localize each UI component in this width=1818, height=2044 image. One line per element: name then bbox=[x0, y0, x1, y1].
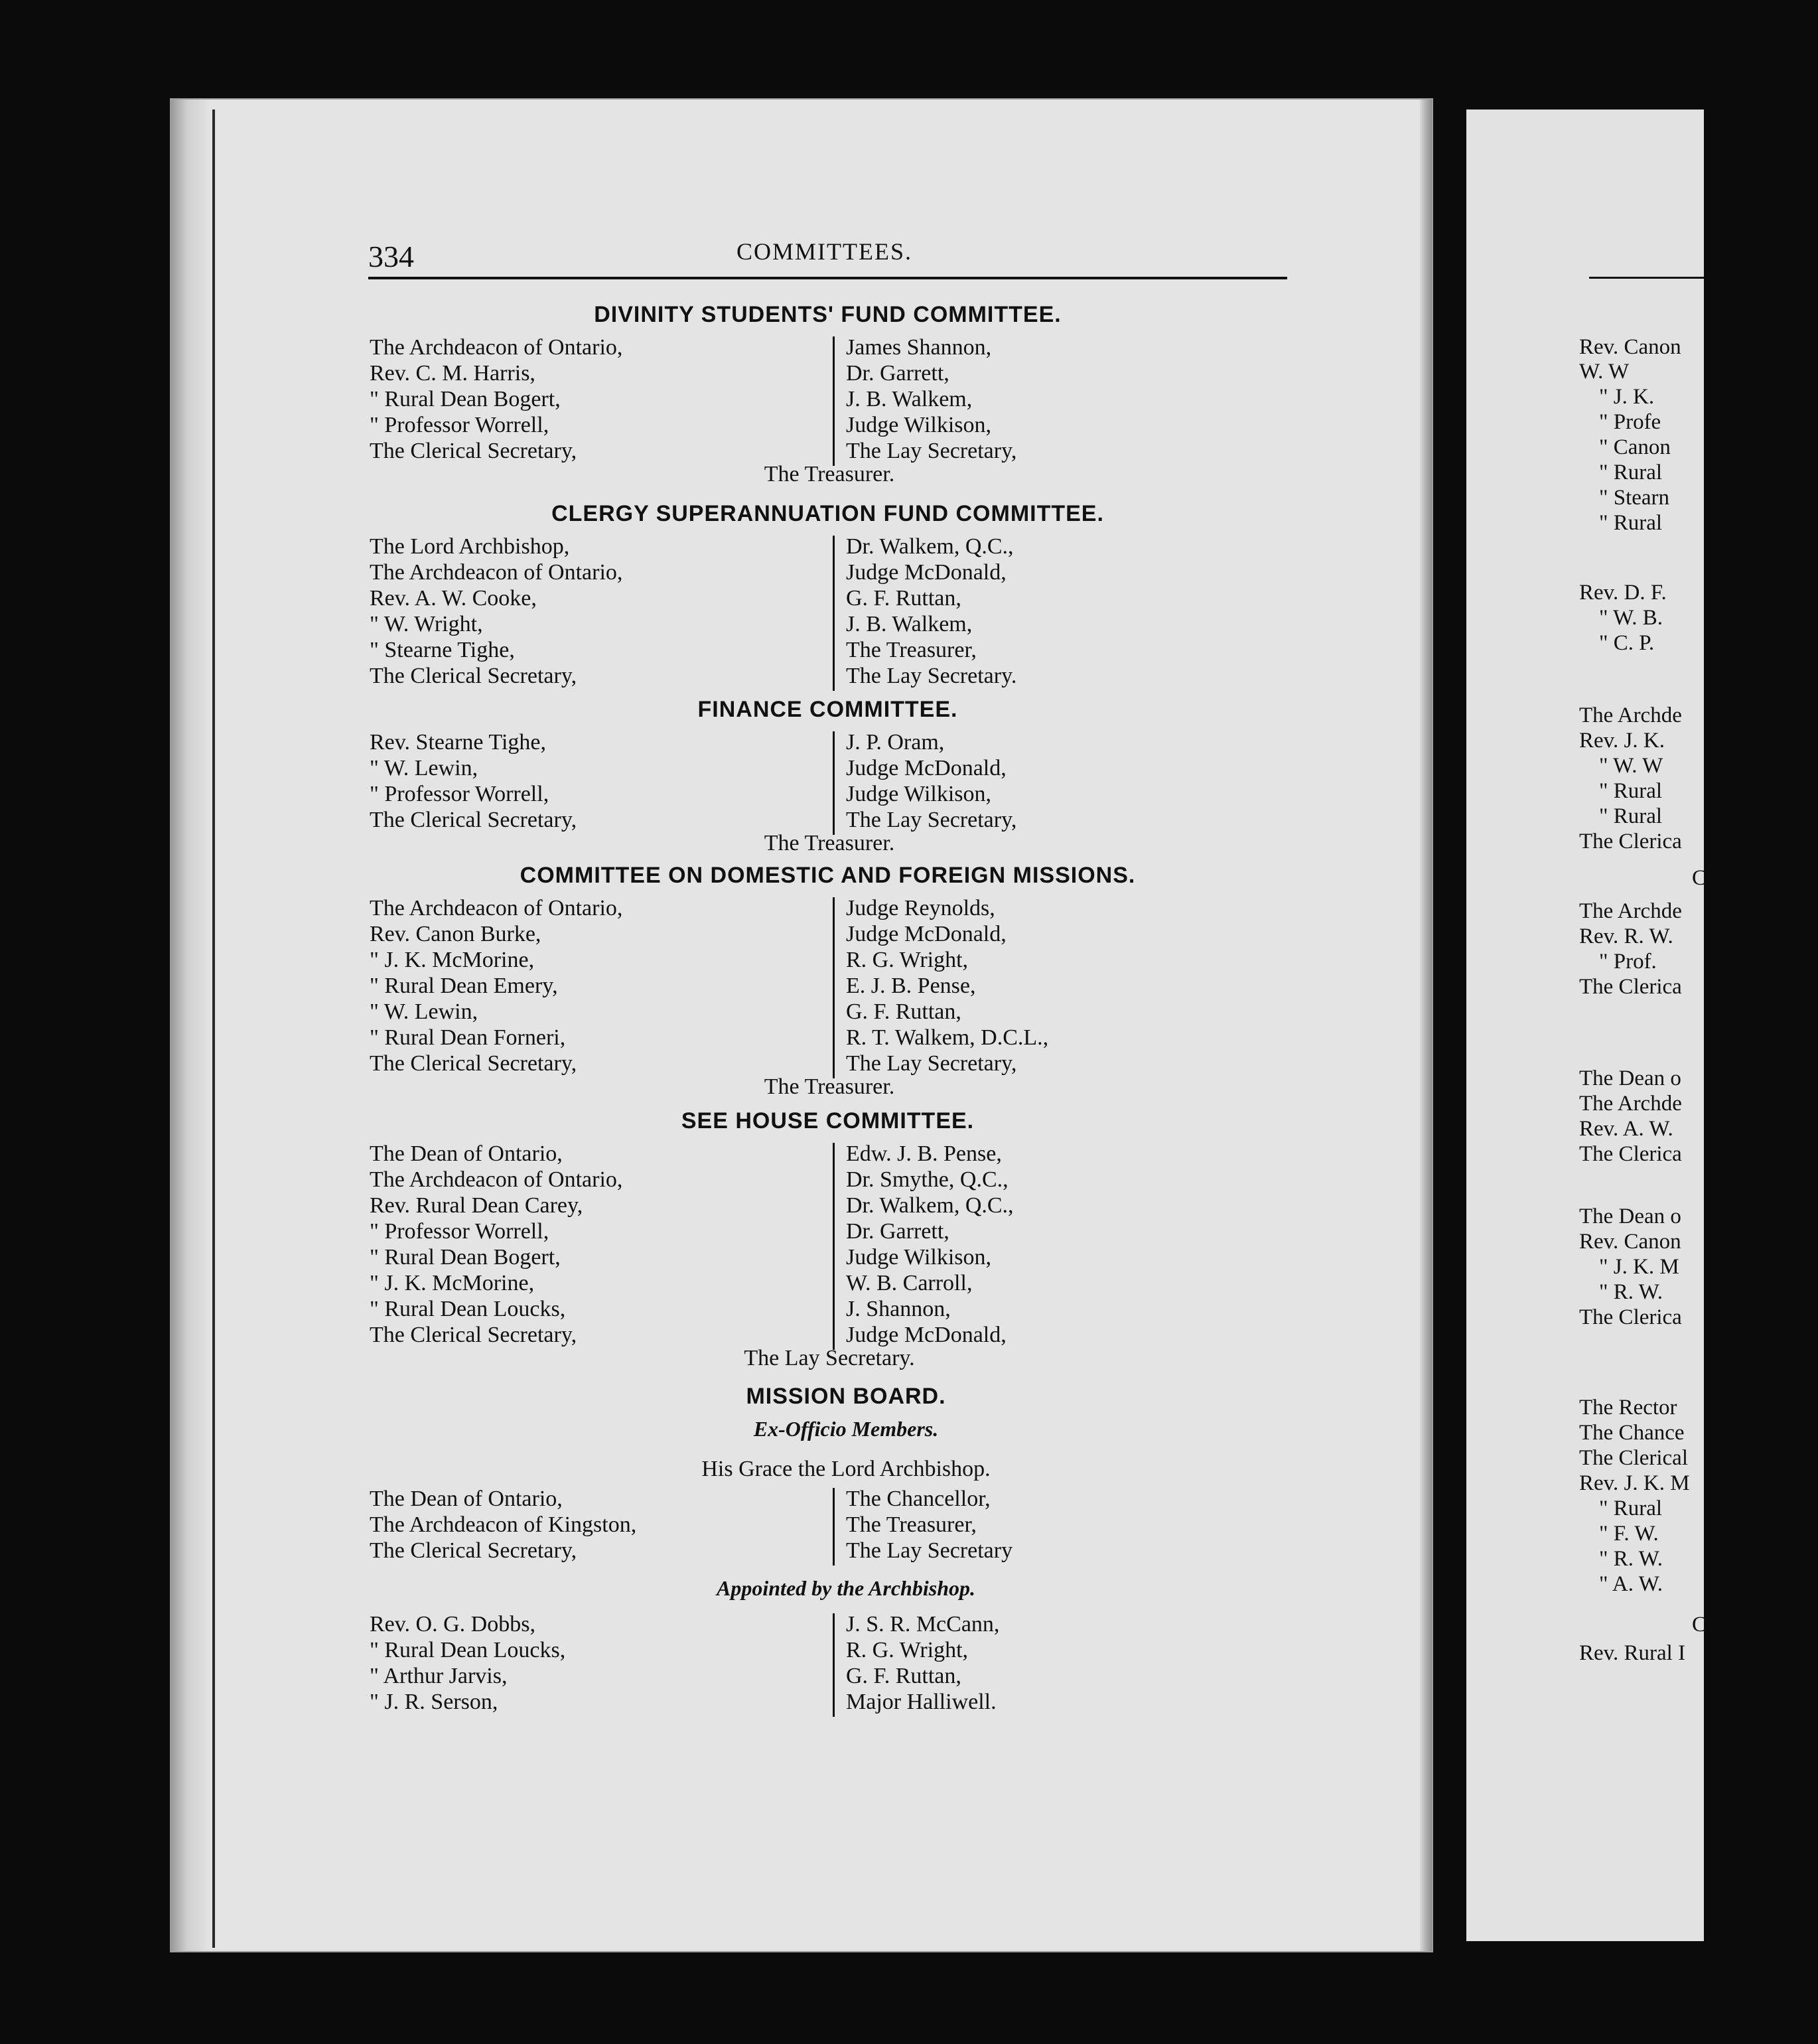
member-name: Dr. Garrett, bbox=[846, 361, 949, 386]
column-divider bbox=[833, 731, 835, 835]
facing-page-line: The Clerica bbox=[1579, 1305, 1682, 1329]
facing-page-line: " Prof. bbox=[1599, 950, 1657, 974]
member-name: The Archdeacon of Ontario, bbox=[370, 335, 623, 360]
column-divider bbox=[833, 897, 835, 1078]
member-name: R. G. Wright, bbox=[846, 1638, 969, 1662]
facing-page-line: Rev. J. K. bbox=[1579, 729, 1665, 753]
facing-page-line: " R. W. bbox=[1599, 1280, 1663, 1304]
facing-page-line: " Rural bbox=[1599, 461, 1663, 484]
facing-page-line: The Clerica bbox=[1579, 1142, 1682, 1166]
facing-page-line: W. W bbox=[1579, 360, 1630, 384]
member-name: The Lord Archbishop, bbox=[370, 534, 570, 559]
member-name: R. T. Walkem, D.C.L., bbox=[846, 1025, 1049, 1050]
committee-heading: CLERGY SUPERANNUATION FUND COMMITTEE. bbox=[551, 501, 1104, 526]
member-name: " Rural Dean Bogert, bbox=[370, 1245, 561, 1270]
committee-heading: COMMITTEE ON DOMESTIC AND FOREIGN MISSIONS. bbox=[520, 863, 1136, 888]
member-name: " W. Lewin, bbox=[370, 999, 478, 1024]
member-name: " W. Wright, bbox=[370, 612, 483, 636]
member-name: The Lay Secretary bbox=[846, 1538, 1013, 1563]
facing-page-line: " J. K. M bbox=[1599, 1255, 1679, 1279]
member-name: The Archdeacon of Ontario, bbox=[370, 560, 623, 585]
facing-page-line: " C. P. bbox=[1599, 631, 1655, 655]
facing-page-line: " W. W bbox=[1599, 754, 1663, 778]
member-name: G. F. Ruttan, bbox=[846, 999, 961, 1024]
facing-page-line: The Clerica bbox=[1579, 975, 1682, 999]
member-name: Rev. Canon Burke, bbox=[370, 922, 541, 946]
member-name: Judge Wilkison, bbox=[846, 413, 992, 437]
member-name: The Dean of Ontario, bbox=[370, 1487, 563, 1511]
member-name: G. F. Ruttan, bbox=[846, 1664, 961, 1688]
committee-heading: FINANCE COMMITTEE. bbox=[697, 697, 958, 722]
facing-page bbox=[1466, 110, 1704, 1941]
member-name: The Clerical Secretary, bbox=[370, 1538, 577, 1563]
member-name: R. G. Wright, bbox=[846, 948, 969, 972]
member-name: " Rural Dean Loucks, bbox=[370, 1297, 566, 1321]
member-name: E. J. B. Pense, bbox=[846, 974, 976, 998]
facing-page-line: " A. W. bbox=[1599, 1572, 1663, 1596]
member-name: J. B. Walkem, bbox=[846, 387, 973, 411]
binding-line bbox=[212, 110, 215, 1948]
committee-footer: The Treasurer. bbox=[764, 831, 895, 855]
facing-page-line: The Chance bbox=[1579, 1421, 1685, 1445]
member-name: " Rural Dean Forneri, bbox=[370, 1025, 566, 1050]
member-name: The Clerical Secretary, bbox=[370, 808, 577, 832]
facing-page-line: Rev. Canon bbox=[1579, 1230, 1681, 1254]
member-name: Edw. J. B. Pense, bbox=[846, 1141, 1002, 1166]
running-head: COMMITTEES. bbox=[736, 238, 912, 265]
header-rule bbox=[368, 277, 1287, 279]
member-name: The Dean of Ontario, bbox=[370, 1141, 563, 1166]
column-divider bbox=[833, 536, 835, 691]
member-name: " Professor Worrell, bbox=[370, 1219, 549, 1244]
column-divider bbox=[833, 1488, 835, 1566]
facing-page-line: Rev. Rural I bbox=[1579, 1641, 1686, 1665]
committee-footer: The Lay Secretary. bbox=[744, 1346, 915, 1370]
committee-heading: SEE HOUSE COMMITTEE. bbox=[681, 1108, 975, 1133]
facing-page-line: C bbox=[1692, 866, 1707, 890]
member-name: Dr. Walkem, Q.C., bbox=[846, 534, 1014, 559]
member-name: The Treasurer, bbox=[846, 1512, 977, 1537]
member-name: The Archdeacon of Kingston, bbox=[370, 1512, 637, 1537]
facing-page-line: Rev. R. W. bbox=[1579, 924, 1673, 948]
member-name: Rev. C. M. Harris, bbox=[370, 361, 535, 386]
member-name: " J. K. McMorine, bbox=[370, 948, 535, 972]
facing-page-line: Rev. J. K. M bbox=[1579, 1471, 1690, 1495]
page-gutter bbox=[1420, 100, 1432, 1951]
facing-page-line: The Clerica bbox=[1579, 830, 1682, 853]
facing-page-line: " Rural bbox=[1599, 511, 1663, 535]
member-name: Dr. Garrett, bbox=[846, 1219, 949, 1244]
member-name: Dr. Smythe, Q.C., bbox=[846, 1167, 1009, 1192]
member-name: The Chancellor, bbox=[846, 1487, 991, 1511]
member-name: " Rural Dean Loucks, bbox=[370, 1638, 566, 1662]
member-name: The Archdeacon of Ontario, bbox=[370, 1167, 623, 1192]
facing-page-line: " Rural bbox=[1599, 1497, 1663, 1520]
member-name: " Stearne Tighe, bbox=[370, 638, 515, 662]
member-name: The Clerical Secretary, bbox=[370, 1051, 577, 1076]
member-name: The Lay Secretary. bbox=[846, 664, 1017, 688]
page-edge-shadow bbox=[171, 100, 211, 1951]
facing-page-rule bbox=[1589, 277, 1704, 279]
column-divider bbox=[833, 1143, 835, 1350]
mission-board-heading: MISSION BOARD. bbox=[746, 1384, 946, 1409]
member-name: " J. K. McMorine, bbox=[370, 1271, 535, 1295]
member-name: " Professor Worrell, bbox=[370, 413, 549, 437]
member-name: Rev. Stearne Tighe, bbox=[370, 730, 547, 755]
member-name: Judge McDonald, bbox=[846, 1323, 1007, 1347]
page-number: 334 bbox=[368, 240, 414, 273]
member-name: Judge McDonald, bbox=[846, 756, 1007, 780]
member-name: The Lay Secretary, bbox=[846, 808, 1017, 832]
facing-page-line: The Archde bbox=[1579, 703, 1682, 727]
member-name: J. P. Oram, bbox=[846, 730, 945, 755]
member-name: Rev. Rural Dean Carey, bbox=[370, 1193, 583, 1218]
facing-page-line: The Clerical bbox=[1579, 1446, 1689, 1470]
facing-page-line: " J. K. bbox=[1599, 385, 1655, 409]
facing-page-line: Rev. A. W. bbox=[1579, 1117, 1673, 1141]
member-name: Dr. Walkem, Q.C., bbox=[846, 1193, 1014, 1218]
member-name: " W. Lewin, bbox=[370, 756, 478, 780]
facing-page-line: The Archde bbox=[1579, 899, 1682, 923]
member-name: " Professor Worrell, bbox=[370, 782, 549, 806]
column-divider bbox=[833, 336, 835, 466]
facing-page-line: " Canon bbox=[1599, 435, 1671, 459]
member-name: The Lay Secretary, bbox=[846, 439, 1017, 463]
facing-page-line: " Profe bbox=[1599, 410, 1661, 434]
facing-page-line: The Archde bbox=[1579, 1092, 1682, 1116]
ex-officio-head: His Grace the Lord Archbishop. bbox=[701, 1457, 991, 1481]
facing-page-line: " Rural bbox=[1599, 804, 1663, 828]
member-name: Judge Wilkison, bbox=[846, 1245, 992, 1270]
facing-page-line: The Dean o bbox=[1579, 1204, 1681, 1228]
member-name: James Shannon, bbox=[846, 335, 992, 360]
committee-footer: The Treasurer. bbox=[764, 1074, 895, 1099]
member-name: " Rural Dean Emery, bbox=[370, 974, 558, 998]
member-name: Judge McDonald, bbox=[846, 560, 1007, 585]
facing-page-line: The Rector bbox=[1579, 1396, 1677, 1420]
appointed-label: Appointed by the Archbishop. bbox=[717, 1576, 975, 1600]
member-name: " J. R. Serson, bbox=[370, 1690, 498, 1714]
facing-page-line: Rev. D. F. bbox=[1579, 581, 1667, 605]
member-name: " Rural Dean Bogert, bbox=[370, 387, 561, 411]
member-name: The Lay Secretary, bbox=[846, 1051, 1017, 1076]
member-name: " Arthur Jarvis, bbox=[370, 1664, 508, 1688]
member-name: Judge Reynolds, bbox=[846, 896, 995, 920]
facing-page-line: " R. W. bbox=[1599, 1547, 1663, 1571]
member-name: The Treasurer, bbox=[846, 638, 977, 662]
facing-page-line: " Rural bbox=[1599, 779, 1663, 803]
member-name: W. B. Carroll, bbox=[846, 1271, 973, 1295]
member-name: J. S. R. McCann, bbox=[846, 1612, 1000, 1637]
facing-page-line: Rev. Canon bbox=[1579, 335, 1681, 359]
facing-page-line: " W. B. bbox=[1599, 606, 1663, 630]
member-name: G. F. Ruttan, bbox=[846, 586, 961, 611]
facing-page-line: " F. W. bbox=[1599, 1522, 1659, 1546]
member-name: The Clerical Secretary, bbox=[370, 664, 577, 688]
committee-heading: DIVINITY STUDENTS' FUND COMMITTEE. bbox=[594, 302, 1062, 327]
committee-footer: The Treasurer. bbox=[764, 462, 895, 486]
member-name: The Archdeacon of Ontario, bbox=[370, 896, 623, 920]
column-divider bbox=[833, 1613, 835, 1717]
member-name: The Clerical Secretary, bbox=[370, 439, 577, 463]
left-page bbox=[171, 100, 1432, 1951]
member-name: Rev. A. W. Cooke, bbox=[370, 586, 537, 611]
facing-page-line: C bbox=[1692, 1613, 1707, 1637]
member-name: J. B. Walkem, bbox=[846, 612, 973, 636]
member-name: Rev. O. G. Dobbs, bbox=[370, 1612, 535, 1637]
member-name: The Clerical Secretary, bbox=[370, 1323, 577, 1347]
ex-officio-label: Ex-Officio Members. bbox=[753, 1417, 939, 1441]
member-name: Judge Wilkison, bbox=[846, 782, 992, 806]
member-name: Major Halliwell. bbox=[846, 1690, 997, 1714]
member-name: Judge McDonald, bbox=[846, 922, 1007, 946]
facing-page-line: " Stearn bbox=[1599, 486, 1670, 510]
facing-page-line: The Dean o bbox=[1579, 1066, 1681, 1090]
member-name: J. Shannon, bbox=[846, 1297, 951, 1321]
